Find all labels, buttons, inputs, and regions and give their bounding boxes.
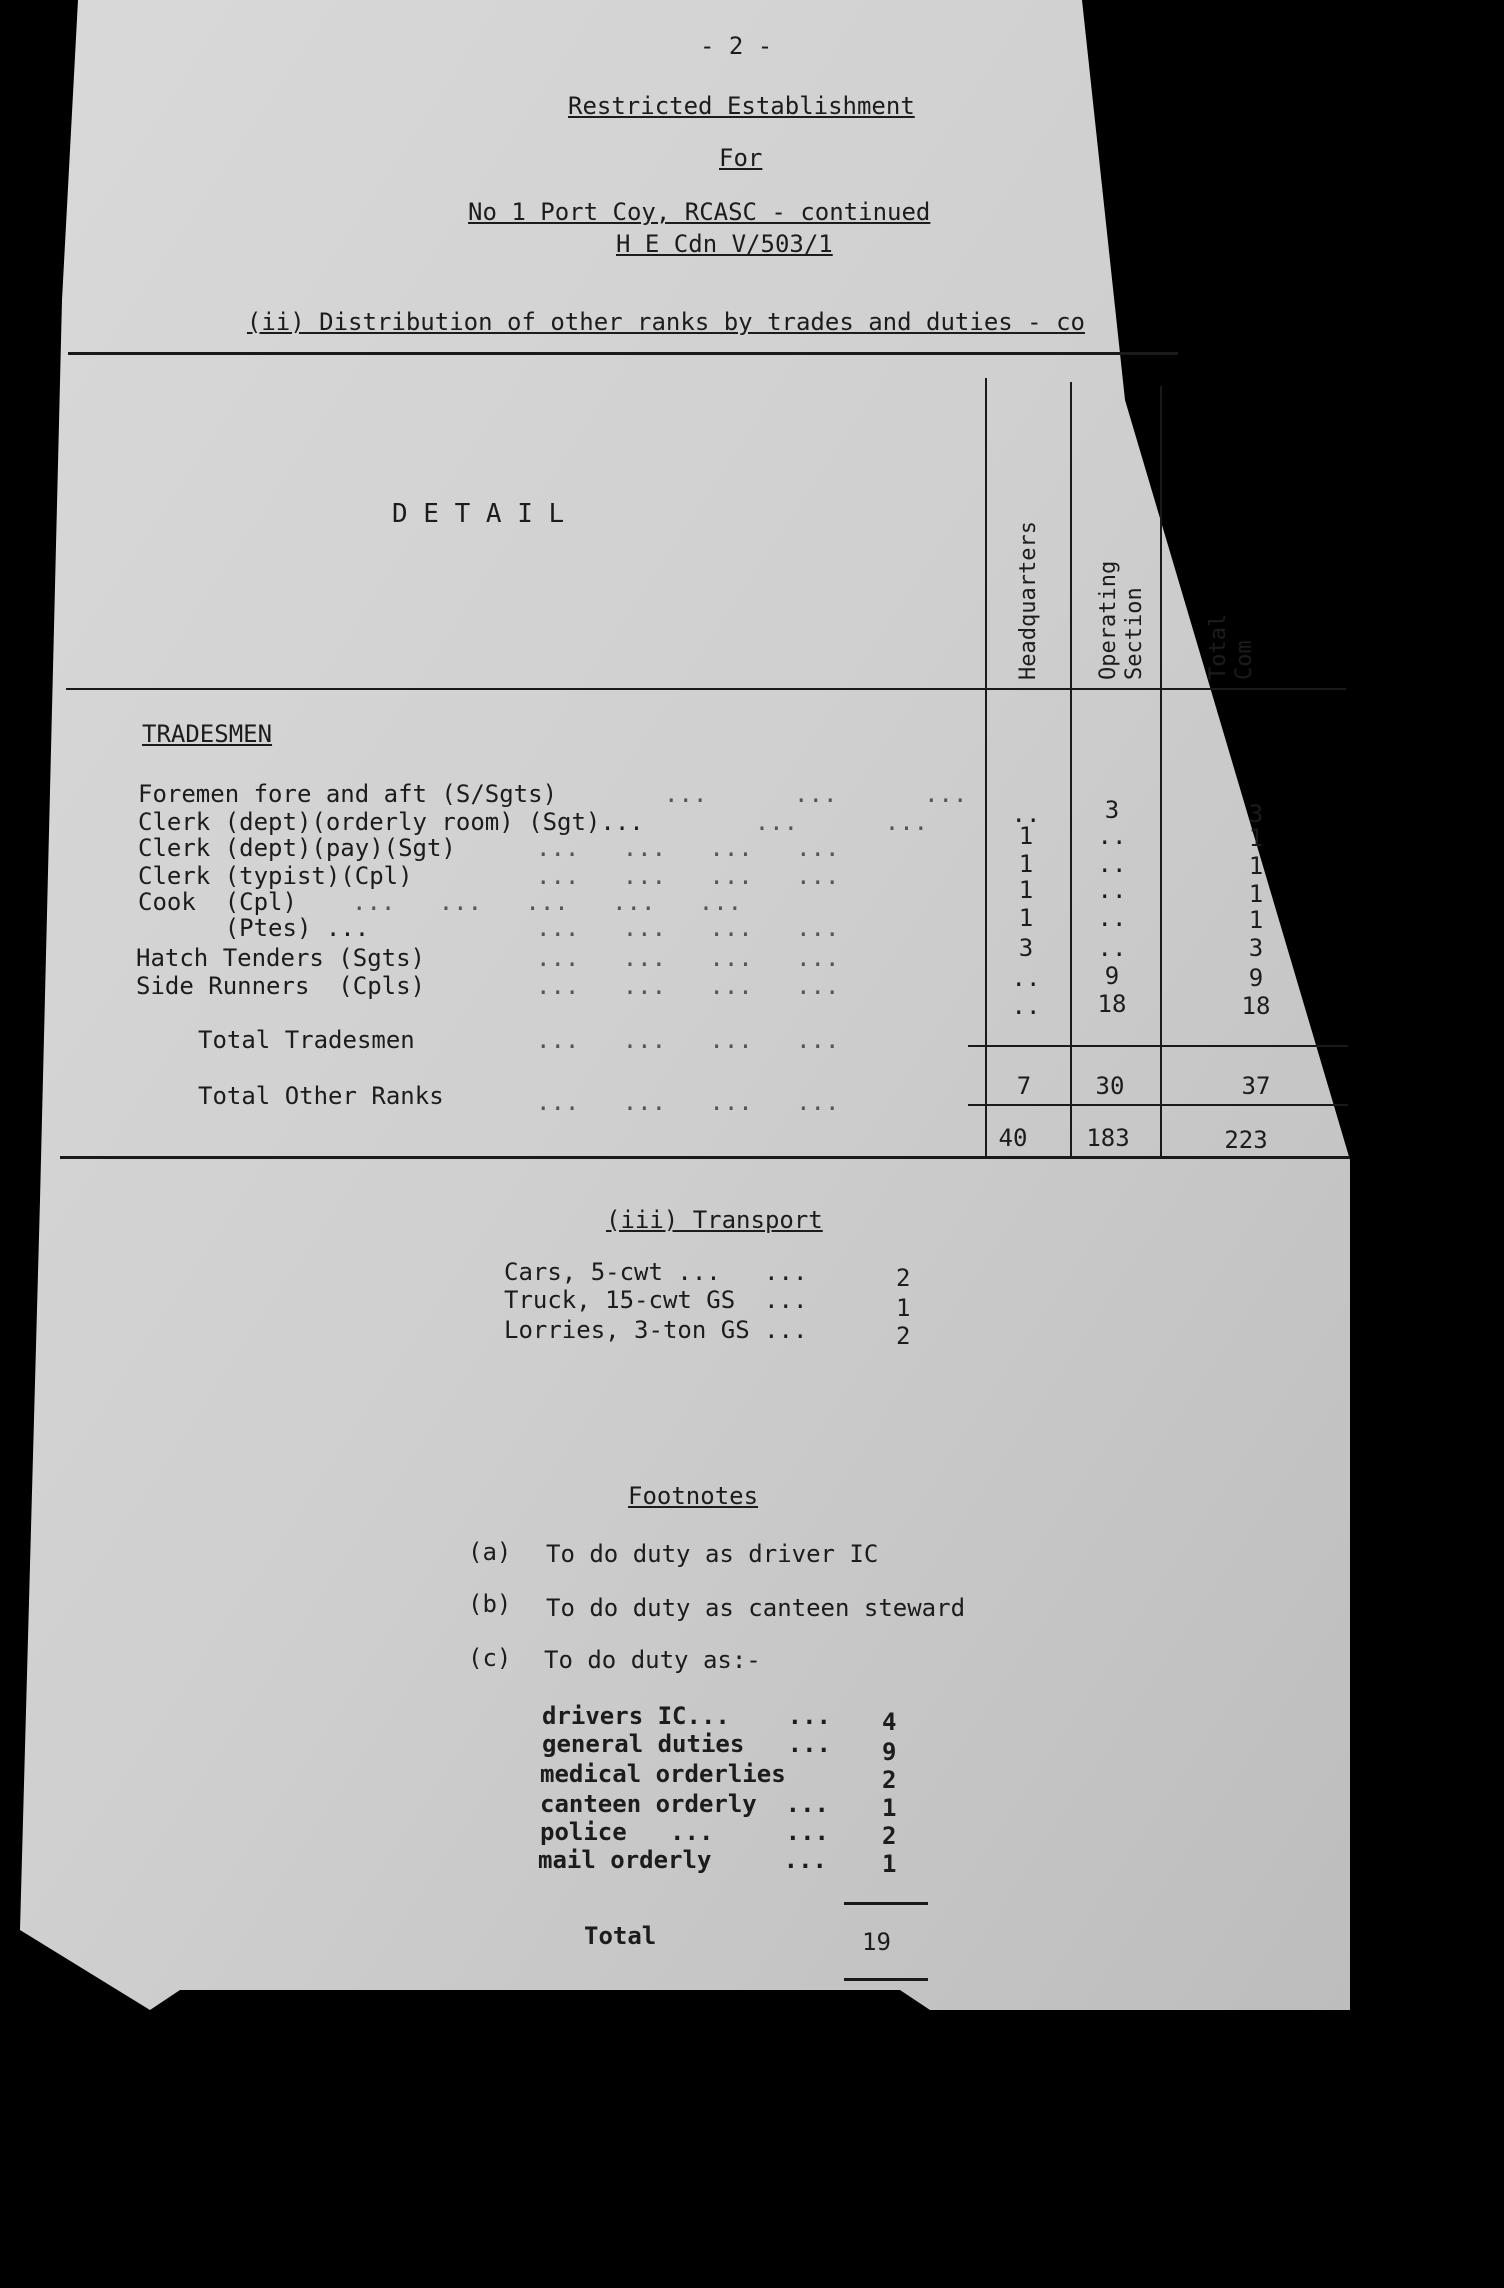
section-ii-title [218,280,1085,336]
duties-total-label: Total [584,1922,657,1950]
heading-reference: H E Cdn V/503/1 [616,230,833,258]
row-op: .. [1097,850,1127,878]
total-other-ranks-dots: ... ... ... ... [536,1088,840,1116]
row-label: Foremen fore and aft (S/Sgts) [138,780,558,808]
row-dots: ... ... [668,808,929,836]
row-dots: ... ... ... ... [536,834,840,862]
footnotes-title: Footnotes [628,1482,759,1510]
row-op: .. [1097,904,1127,932]
row-total: 3 [1248,800,1264,828]
row-dots: ... ... ... ... ... [352,888,743,916]
row-total: 1 [1248,824,1264,852]
heading-unit: No 1 Port Coy, RCASC - continued [468,198,931,226]
total-tradesmen-op: 30 [1095,1072,1125,1100]
total-tradesmen-label: Total Tradesmen [198,1026,415,1054]
detail-header: D E T A I L [392,499,565,529]
row-hq: 3 [1018,934,1034,962]
duty-label: medical orderlies [540,1760,786,1788]
total-other-ranks-op: 183 [1086,1124,1130,1152]
row-hq: .. [1011,992,1041,1020]
transport-item-label: Cars, 5-cwt ... ... [504,1258,808,1286]
total-tradesmen-rule [968,1045,1348,1047]
table-bottom-rule [60,1156,1350,1159]
row-dots: ... ... ... ... [536,862,840,890]
row-label: Hatch Tenders (Sgts) [136,944,425,972]
row-label: Clerk (typist)(Cpl) [138,862,413,890]
row-hq: 1 [1018,876,1034,904]
duty-label: police ... ... [540,1818,829,1846]
footnote-b-text: To do duty as canteen steward [546,1594,966,1622]
footnote-a-text: To do duty as driver IC [546,1540,879,1568]
duty-label: drivers IC... ... [542,1702,831,1730]
duty-label: mail orderly ... [538,1846,827,1874]
duty-qty: 2 [882,1766,897,1794]
total-other-ranks-hq: 40 [998,1124,1028,1152]
total-other-ranks-label: Total Other Ranks [198,1082,444,1110]
total-tradesmen-dots: ... ... ... ... [536,1026,840,1054]
row-op: .. [1097,876,1127,904]
col-divider-hq [985,378,987,1156]
col-header-hq: Headquarters [1016,521,1041,680]
total-tradesmen-total: 37 [1241,1072,1271,1100]
row-total: 1 [1248,906,1264,934]
row-op: 18 [1097,990,1127,1018]
row-label: Clerk (dept)(pay)(Sgt) [138,834,456,862]
row-hq: 1 [1018,850,1034,878]
heading-title: Restricted Establishment [568,92,915,120]
duties-total-rule-bottom [844,1978,928,1981]
total-other-ranks-rule-top [968,1104,1348,1106]
duty-qty: 1 [882,1794,897,1822]
duty-qty: 4 [882,1708,897,1736]
row-total: 1 [1248,852,1264,880]
row-label: Side Runners (Cpls) [136,972,425,1000]
row-dots: ... ... ... [664,780,968,808]
duties-total-value: 19 [862,1928,891,1956]
row-hq: 1 [1018,822,1034,850]
table-top-rule [68,352,1178,355]
group-label-tradesmen: TRADESMEN [142,720,273,748]
col-divider-op [1070,382,1072,1156]
transport-item-label: Lorries, 3-ton GS ... [504,1316,808,1344]
row-total: 1 [1248,880,1264,908]
row-hq: 1 [1018,904,1034,932]
row-hq: .. [1011,964,1041,992]
col-header-op: Operating Section [1096,560,1147,680]
transport-item-label: Truck, 15-cwt GS ... [504,1286,808,1314]
row-total: 9 [1248,964,1264,992]
duty-qty: 1 [882,1850,897,1878]
footnote-a-mark: (a) [468,1538,512,1566]
transport-item-qty: 2 [896,1264,911,1292]
row-op: 9 [1104,962,1120,990]
row-op: .. [1097,934,1127,962]
row-total: 18 [1241,992,1271,1020]
row-hq: .. [1011,800,1041,828]
duties-total-rule-top [844,1902,928,1905]
duty-qty: 2 [882,1822,897,1850]
page-number: - 2 - [700,32,773,60]
col-divider-total [1160,386,1162,1156]
footnote-c-text: To do duty as:- [544,1646,761,1674]
section-ii-text: (ii) Distribution of other ranks by trades and duties - co [246,308,1085,336]
row-dots: ... ... ... ... [536,972,840,1000]
footnote-c-mark: (c) [468,1644,512,1672]
table-header-rule [66,688,1346,690]
duty-label: general duties ... [542,1730,831,1758]
duty-label: canteen orderly ... [540,1790,829,1818]
row-label: Cook (Cpl) [138,888,297,916]
row-label: (Ptes) ... [138,914,370,942]
row-dots: ... ... ... ... [536,944,840,972]
total-other-ranks-total: 223 [1224,1126,1268,1154]
row-total: 3 [1248,934,1264,962]
duty-qty: 9 [882,1738,897,1766]
total-tradesmen-hq: 7 [1016,1072,1032,1100]
row-op: .. [1097,822,1127,850]
col-header-total: Total Com [1206,613,1257,680]
row-op: 3 [1104,796,1120,824]
row-dots: ... ... ... ... [536,914,840,942]
heading-for: For [719,144,763,172]
transport-item-qty: 2 [896,1322,911,1350]
transport-item-qty: 1 [896,1294,911,1322]
footnote-b-mark: (b) [468,1590,512,1618]
transport-title: (iii) Transport [606,1206,823,1234]
row-label: Clerk (dept)(orderly room) (Sgt)... [138,808,644,836]
